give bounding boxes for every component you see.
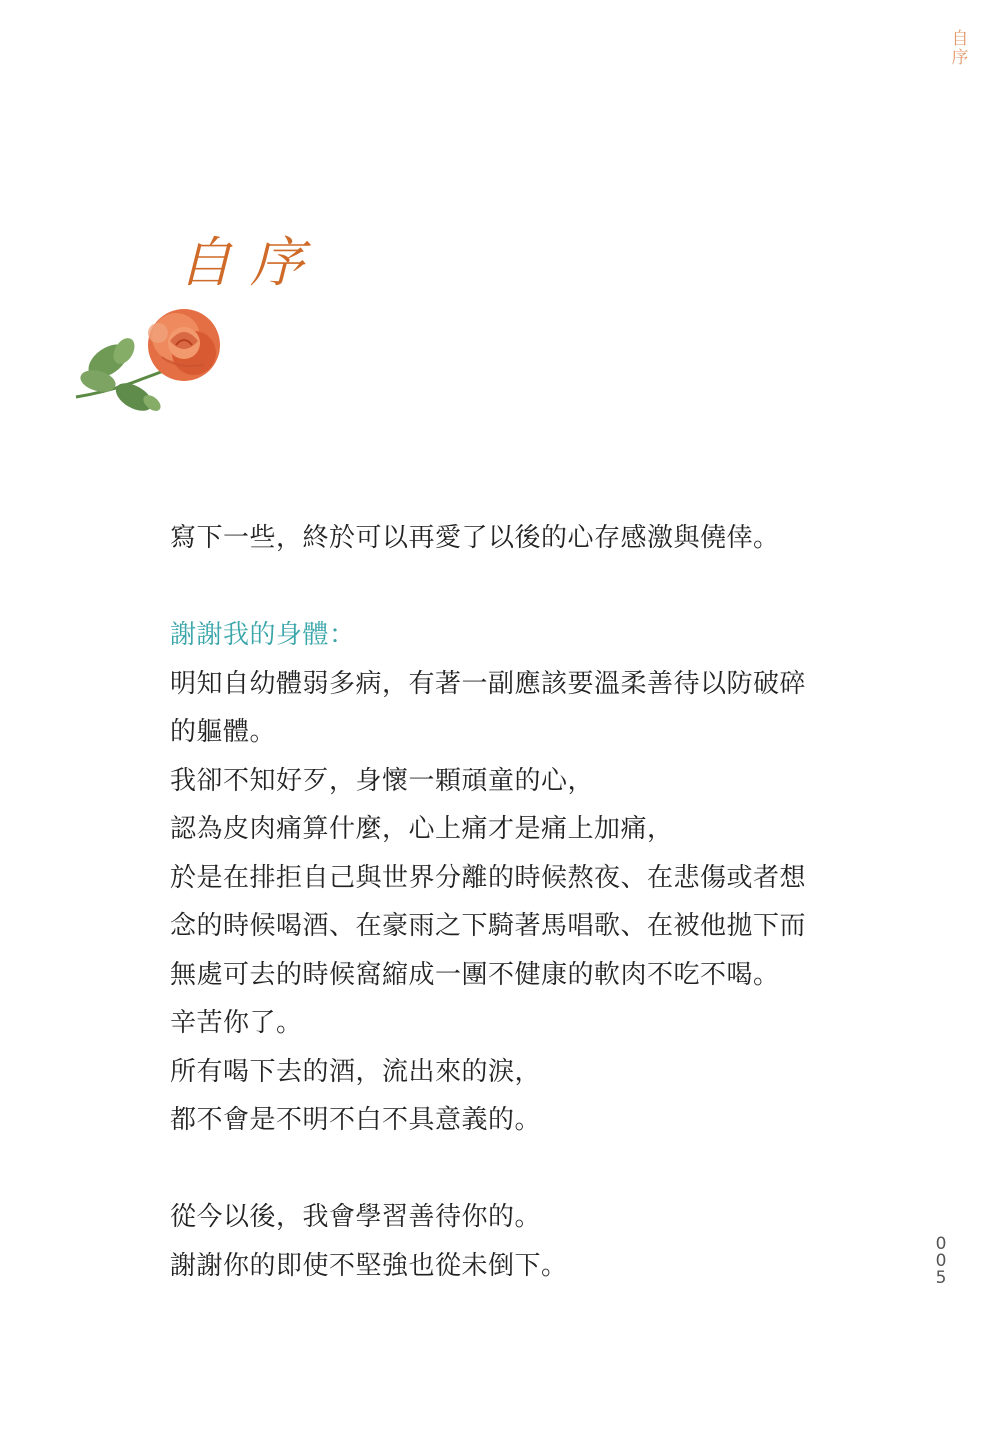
text-line: 所有喝下去的酒，流出來的淚， xyxy=(170,1056,542,1087)
paragraph-intro: 寫下一些，終於可以再愛了以後的心存感激與僥倖。 xyxy=(170,523,780,553)
running-head-char: 自 xyxy=(951,29,969,49)
page-number-digit: 5 xyxy=(935,1268,947,1288)
text-line: 從今以後，我會學習善待你的。 xyxy=(170,1202,542,1232)
body-text xyxy=(170,514,890,1290)
section-heading: 謝謝我的身體： xyxy=(170,620,356,650)
rose-illustration xyxy=(72,305,242,425)
page-number-digit: 0 xyxy=(935,1251,947,1271)
text-line: 於是在排拒自己與世界分離的時候熬夜、在悲傷或者想 xyxy=(170,862,807,893)
chapter-title: 自序 xyxy=(178,231,322,294)
text-line: 念的時候喝酒、在豪雨之下騎著馬唱歌、在被他拋下而 xyxy=(170,911,807,941)
text-line: 都不會是不明不白不具意義的。 xyxy=(170,1105,542,1135)
paragraph-gap xyxy=(170,563,890,612)
text-line: 認為皮肉痛算什麼，心上痛才是痛上加痛， xyxy=(170,814,674,844)
text-line: 謝謝你的即使不堅強也從未倒下。 xyxy=(170,1250,568,1281)
text-line: 我卻不知好歹，身懷一顆頑童的心， xyxy=(170,765,595,796)
running-head xyxy=(948,30,972,68)
paragraph-gap xyxy=(170,1145,890,1194)
page-number xyxy=(932,1236,950,1287)
text-line: 辛苦你了。 xyxy=(170,1008,303,1038)
text-line: 明知自幼體弱多病，有著一副應該要溫柔善待以防破碎 xyxy=(170,668,807,699)
running-head-char: 序 xyxy=(951,48,969,68)
text-line: 無處可去的時候窩縮成一團不健康的軟肉不吃不喝。 xyxy=(170,959,780,990)
text-line: 的軀體。 xyxy=(170,717,277,747)
page-number-digit: 0 xyxy=(935,1234,947,1254)
